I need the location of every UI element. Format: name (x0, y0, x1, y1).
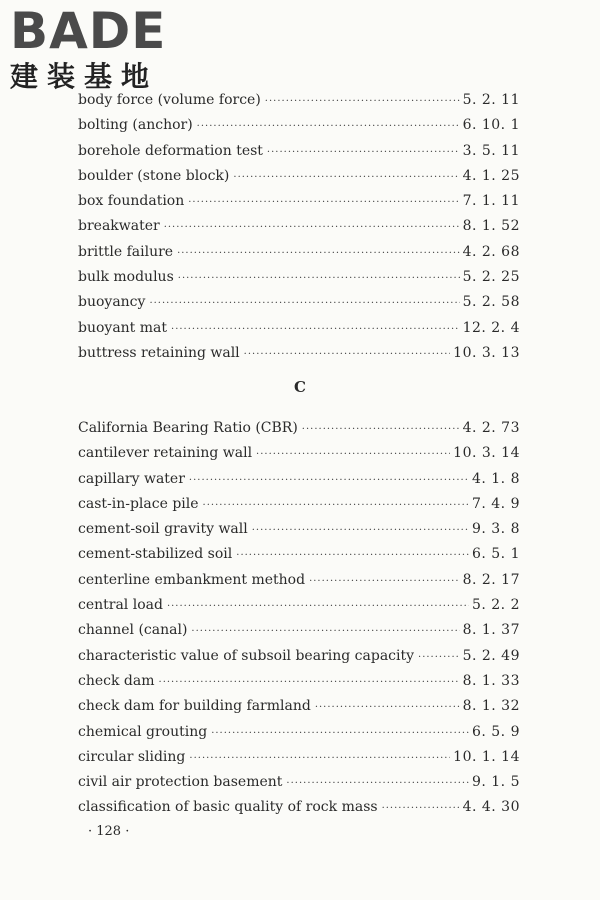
index-reference: 7. 4. 9 (471, 495, 520, 512)
index-reference: 6. 5. 1 (471, 546, 520, 563)
index-entry (78, 517, 520, 542)
index-entry (78, 593, 520, 618)
dot-leader (197, 114, 460, 139)
index-term: channel (canal) (78, 622, 188, 639)
index-term: civil air protection basement (78, 774, 283, 791)
index-reference: 9. 3. 8 (471, 521, 520, 538)
index-section-b (78, 88, 520, 366)
index-term: cantilever retaining wall (78, 445, 253, 462)
index-term: cast-in-place pile (78, 495, 199, 512)
index-reference: 4. 1. 25 (462, 167, 520, 184)
index-reference: 5. 2. 2 (471, 597, 520, 614)
index-term: chemical grouting (78, 723, 208, 740)
index-reference: 4. 2. 68 (462, 243, 520, 260)
dot-leader (189, 746, 450, 771)
dot-leader (171, 317, 460, 342)
dot-leader (418, 645, 460, 670)
index-term: check dam for building farmland (78, 698, 311, 715)
dot-leader (188, 190, 459, 215)
index-entry (78, 189, 520, 214)
dot-leader (191, 619, 459, 644)
dot-leader (164, 215, 460, 240)
index-entry (78, 542, 520, 567)
dot-leader (189, 468, 469, 493)
dot-leader (252, 518, 469, 543)
index-entry (78, 694, 520, 719)
index-reference: 8. 1. 33 (462, 672, 520, 689)
index-reference: 6. 5. 9 (471, 723, 520, 740)
index-reference: 3. 5. 11 (462, 142, 520, 159)
dot-leader (302, 417, 460, 442)
index-reference: 10. 3. 14 (453, 445, 520, 462)
index-reference: 5. 2. 58 (462, 294, 520, 311)
dot-leader (167, 594, 469, 619)
dot-leader (149, 291, 459, 316)
index-term: buttress retaining wall (78, 344, 240, 361)
section-heading-c: C (294, 378, 306, 396)
index-term: central load (78, 597, 163, 614)
index-entry (78, 416, 520, 441)
index-reference: 8. 2. 17 (462, 571, 520, 588)
index-term: buoyant mat (78, 319, 168, 336)
index-reference: 8. 1. 52 (462, 218, 520, 235)
index-reference: 5. 2. 49 (462, 647, 520, 664)
index-reference: 4. 4. 30 (462, 799, 520, 816)
index-entry (78, 669, 520, 694)
bade-logo (10, 4, 180, 94)
dot-leader (309, 569, 459, 594)
index-term: bolting (anchor) (78, 117, 193, 134)
index-term: centerline embankment method (78, 571, 306, 588)
dot-leader (267, 140, 460, 165)
index-term: cement-stabilized soil (78, 546, 233, 563)
index-entry (78, 341, 520, 366)
dot-leader (244, 342, 450, 367)
index-section-c (78, 416, 520, 821)
dot-leader (233, 165, 459, 190)
index-term: brittle failure (78, 243, 174, 260)
dot-leader (236, 543, 469, 568)
index-entry (78, 214, 520, 239)
index-entry (78, 467, 520, 492)
dot-leader (178, 266, 460, 291)
dot-leader (286, 771, 469, 796)
dot-leader (159, 670, 460, 695)
index-reference: 10. 1. 14 (453, 748, 520, 765)
index-reference: 6. 10. 1 (462, 117, 520, 134)
index-reference: 10. 3. 13 (453, 344, 520, 361)
index-term: bulk modulus (78, 269, 174, 286)
index-term: capillary water (78, 470, 185, 487)
index-term: cement-soil gravity wall (78, 521, 248, 538)
index-entry (78, 441, 520, 466)
logo-subtitle: 建装基地 (10, 60, 159, 93)
index-entry (78, 770, 520, 795)
index-reference: 7. 1. 11 (462, 193, 520, 210)
index-term: circular sliding (78, 748, 186, 765)
index-term: breakwater (78, 218, 160, 235)
index-reference: 4. 1. 8 (471, 470, 520, 487)
index-reference: 8. 1. 32 (462, 698, 520, 715)
index-entry (78, 644, 520, 669)
page-number: · 128 · (88, 824, 130, 839)
index-entry (78, 568, 520, 593)
index-term: California Bearing Ratio (CBR) (78, 420, 298, 436)
dot-leader (203, 493, 469, 518)
index-entry (78, 745, 520, 770)
index-term: borehole deformation test (78, 142, 263, 159)
index-term: characteristic value of subsoil bearing capacity (78, 647, 415, 664)
index-entry (78, 316, 520, 341)
index-entry (78, 720, 520, 745)
index-entry (78, 88, 520, 113)
index-entry (78, 265, 520, 290)
index-entry (78, 240, 520, 265)
dot-leader (177, 241, 459, 266)
index-term: body force (volume force) (78, 92, 261, 108)
index-entry (78, 139, 520, 164)
index-reference: 4. 2. 73 (462, 420, 520, 436)
index-entry (78, 618, 520, 643)
logo-wordmark: BADE (10, 2, 167, 60)
dot-leader (256, 442, 450, 467)
index-entry (78, 113, 520, 138)
index-term: check dam (78, 672, 155, 689)
index-entry (78, 164, 520, 189)
dot-leader (315, 695, 460, 720)
index-reference: 8. 1. 37 (462, 622, 520, 639)
index-term: buoyancy (78, 294, 146, 311)
dot-leader (211, 721, 469, 746)
index-term: box foundation (78, 193, 185, 210)
index-entry (78, 492, 520, 517)
index-entry (78, 290, 520, 315)
index-reference: 9. 1. 5 (471, 774, 520, 791)
index-reference: 12. 2. 4 (462, 319, 520, 336)
index-entry (78, 795, 520, 820)
index-term: classification of basic quality of rock mass (78, 799, 378, 816)
dot-leader (265, 89, 460, 114)
dot-leader (382, 796, 460, 821)
index-reference: 5. 2. 25 (462, 269, 520, 286)
index-reference: 5. 2. 11 (462, 92, 520, 108)
index-term: boulder (stone block) (78, 167, 230, 184)
